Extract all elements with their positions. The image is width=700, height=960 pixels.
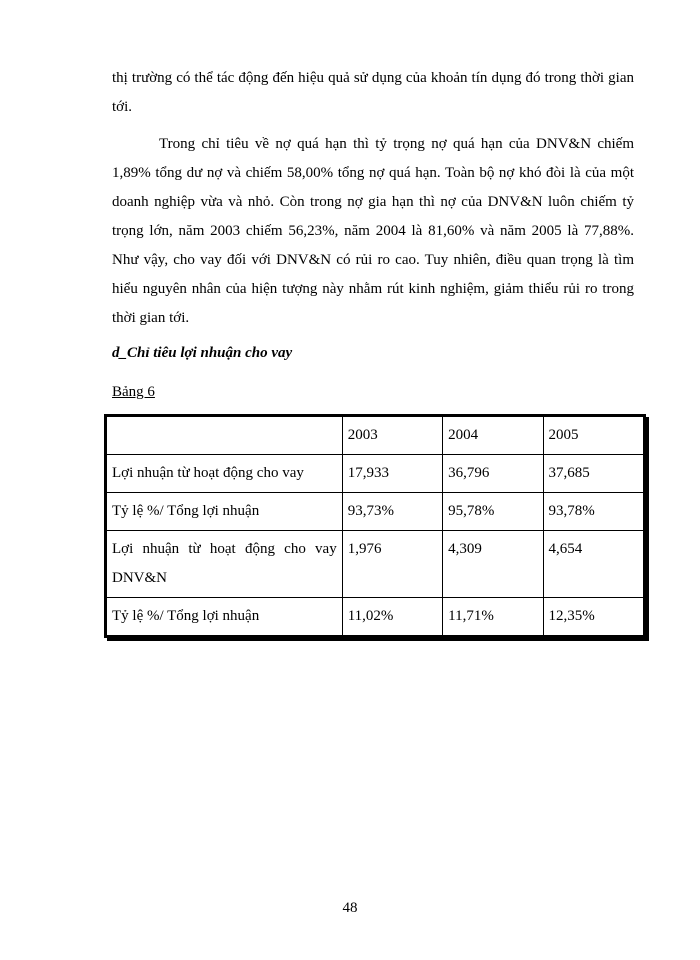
table-cell: 37,685 bbox=[543, 455, 643, 493]
section-heading: d_Chỉ tiêu lợi nhuận cho vay bbox=[112, 345, 293, 361]
table-row bbox=[107, 598, 644, 636]
table-cell: 93,78% bbox=[543, 493, 643, 531]
profit-table bbox=[106, 416, 644, 636]
table-row bbox=[107, 455, 644, 493]
page-number: 48 bbox=[342, 900, 358, 916]
table-cell: 4,654 bbox=[543, 531, 643, 598]
table-cell: 93,73% bbox=[342, 493, 442, 531]
paragraph-1: thị trường có thể tác động đến hiệu quả sử dụng của khoản tín dụng đó trong thời gian tới. bbox=[112, 70, 634, 115]
table-cell: 12,35% bbox=[543, 598, 643, 636]
header-cell-2004: 2004 bbox=[443, 417, 543, 455]
header-cell-2005: 2005 bbox=[543, 417, 643, 455]
table-cell: 11,02% bbox=[342, 598, 442, 636]
table-cell: 4,309 bbox=[443, 531, 543, 598]
table-row bbox=[107, 531, 644, 598]
table-label: Bảng 6 bbox=[112, 384, 155, 400]
row-label: Lợi nhuận từ hoạt động cho vay bbox=[107, 455, 343, 493]
table-cell: 1,976 bbox=[342, 531, 442, 598]
table-cell: 95,78% bbox=[443, 493, 543, 531]
header-cell-2003: 2003 bbox=[342, 417, 442, 455]
header-cell-empty bbox=[107, 417, 343, 455]
table-cell: 36,796 bbox=[443, 455, 543, 493]
profit-table-frame bbox=[104, 414, 646, 638]
table-header-row bbox=[107, 417, 644, 455]
table-row bbox=[107, 493, 644, 531]
row-label: Lợi nhuận từ hoạt động cho vay DNV&N bbox=[107, 531, 343, 598]
table-cell: 11,71% bbox=[443, 598, 543, 636]
row-label: Tỷ lệ %/ Tổng lợi nhuận bbox=[107, 598, 343, 636]
row-label: Tỷ lệ %/ Tổng lợi nhuận bbox=[107, 493, 343, 531]
paragraph-2: Trong chỉ tiêu về nợ quá hạn thì tỷ trọng nợ quá hạn của DNV&N chiếm 1,89% tổng dư nợ và chiếm 58,00% tổng nợ quá hạn. Toàn bộ nợ khó đòi là của một doanh nghiệp vừa và nhỏ. Còn trong nợ gia hạn thì nợ của DNV&N luôn chiếm tỷ trọng lớn, năm 2003 chiếm 56,23%, năm 2004 là 81,60% và năm 2005 là 77,88%. Như vậy, cho vay đối với DNV&N có rủi ro cao. Tuy nhiên, điều quan trọng là tìm hiểu nguyên nhân của hiện tượng này nhằm rút kinh nghiệm, giảm thiểu rủi ro trong thời gian tới. bbox=[112, 136, 634, 326]
table-cell: 17,933 bbox=[342, 455, 442, 493]
